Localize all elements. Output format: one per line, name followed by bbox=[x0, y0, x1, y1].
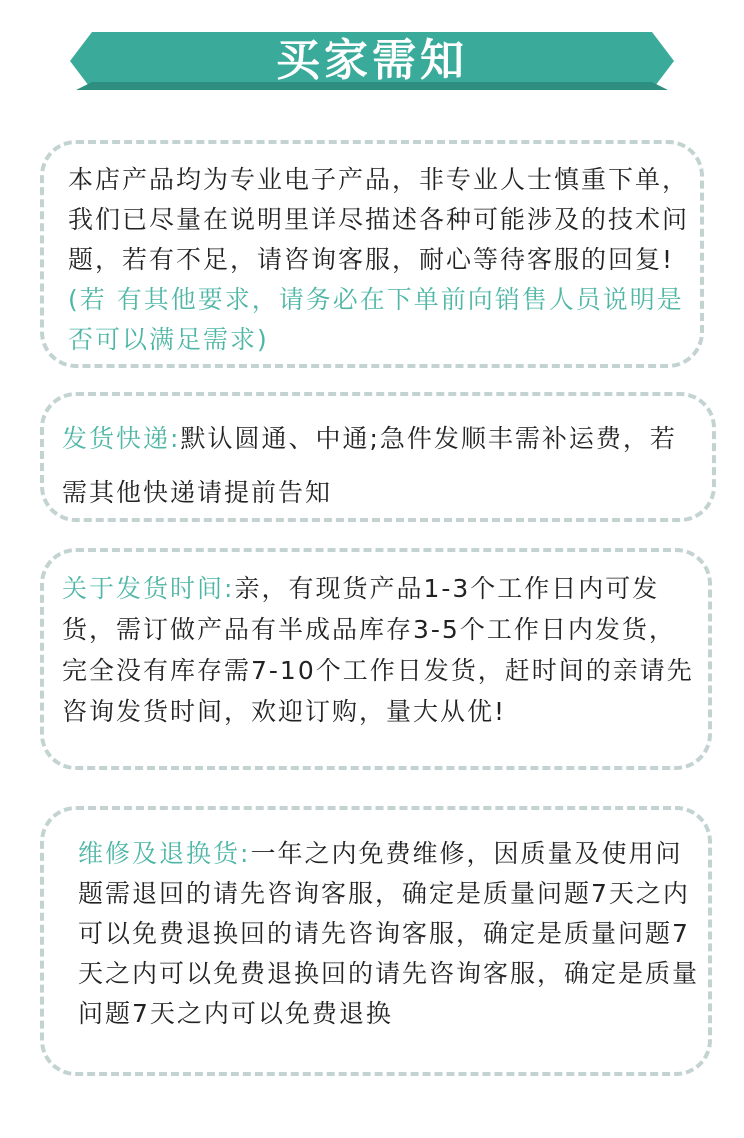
title-banner bbox=[70, 32, 674, 90]
notice-delivery-text: 亲，有现货产品1-3个工作日内可发货，需订做产品有半成品库存3-5个工作日内发货，完全没有库存需7-10个工作日发货，赶时间的亲请先咨询发货时间，欢迎订购，量大从优! bbox=[62, 574, 694, 726]
notice-box-general bbox=[40, 140, 704, 368]
page-title: 买家需知 bbox=[276, 35, 468, 86]
notice-shipping-text: 默认圆通、中通;急件发顺丰需补运费，若需其他快递请提前告知 bbox=[62, 424, 677, 507]
notice-delivery-label: 关于发货时间: bbox=[62, 574, 235, 603]
notice-box-delivery-time bbox=[40, 548, 712, 770]
notice-box-shipping bbox=[40, 392, 716, 522]
notice-repair-text: 一年之内免费维修，因质量及使用问题需退回的请先咨询客服，确定是质量问题7天之内可以免费退换回的请先咨询客服，确定是质量问题7天之内可以免费退换回的请先咨询客服，确定是质量问题7天之内可以免费退换 bbox=[78, 839, 700, 1028]
notice-general-text: 本店产品均为专业电子产品，非专业人士慎重下单，我们已尽量在说明里详尽描述各种可能涉及的技术问题，若有不足，请咨询客服，耐心等待客服的回复! bbox=[68, 165, 690, 274]
notice-shipping-label: 发货快递: bbox=[62, 424, 181, 453]
notice-shipping-paragraph bbox=[62, 412, 702, 520]
notice-repair-paragraph bbox=[78, 834, 708, 1034]
notice-delivery-paragraph bbox=[62, 568, 702, 732]
notice-general-note: (若 有其他要求，请务必在下单前向销售人员说明是否可以满足需求) bbox=[68, 285, 684, 354]
notice-box-repair-return bbox=[40, 806, 712, 1076]
notice-repair-label: 维修及退换货: bbox=[78, 839, 251, 868]
notice-general-paragraph bbox=[68, 160, 694, 360]
